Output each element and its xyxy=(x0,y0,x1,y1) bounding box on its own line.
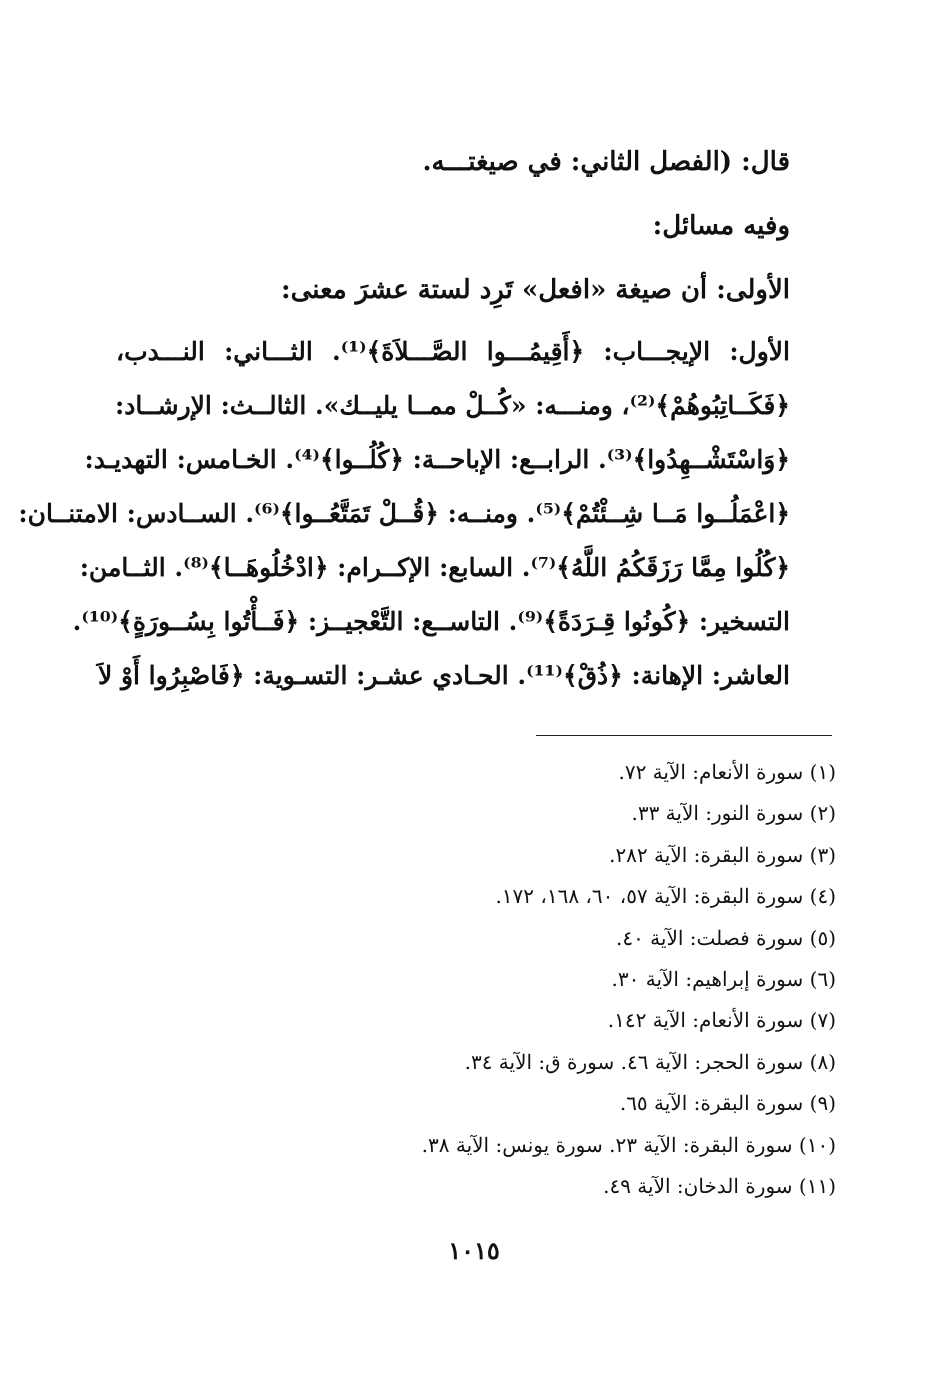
subsection-heading: وفيه مسائل: xyxy=(652,211,790,241)
body-line: التسخير: ﴿كُونُوا قِـرَدَةً﴾⁽⁹⁾. التاســع: التَّعْجيــز: ﴿فَــأْتُوا بِسُــورَةٍ﴾⁽¹⁰⁾. xyxy=(72,607,790,636)
footnote-item: (٣) سورة البقرة: الآية ٢٨٢. xyxy=(609,842,836,867)
footnote-item: (٢) سورة النور: الآية ٣٣. xyxy=(631,801,836,826)
footnote-item: (٤) سورة البقرة: الآية ٥٧، ٦٠، ١٦٨، ١٧٢. xyxy=(495,884,836,909)
first-issue-heading: الأولى: أن صيغة «افعل» تَرِد لستة عشرَ معنى: xyxy=(281,275,790,305)
body-line: ﴿كُلُوا مِمَّا رَزَقَكُمُ اللَّهُ﴾⁽⁷⁾. السابع: الإكــرام: ﴿ادْخُلُوهَــا﴾⁽⁸⁾. الثــامن: xyxy=(79,553,790,582)
section-heading: قال: (الفصل الثاني: في صيغتـــه. xyxy=(422,147,790,177)
footnote-item: (٦) سورة إبراهيم: الآية ٣٠. xyxy=(611,966,836,991)
footnote-item: (٧) سورة الأنعام: الآية ١٤٢. xyxy=(607,1008,836,1033)
body-line: العاشر: الإهانة: ﴿ذُقْ﴾⁽¹¹⁾. الحـادي عشـر: التسـوية: ﴿فَاصْبِرُوا أَوْ لاَ xyxy=(97,661,790,690)
footnotes-list xyxy=(376,752,836,1207)
body-line: الأول: الإيجـــاب: ﴿أَقِيمُـــوا الصَّـــلاَةَ﴾⁽¹⁾. الثـــاني: النـــدب، xyxy=(116,337,790,366)
footnote-item: (١٠) سورة البقرة: الآية ٢٣. سورة يونس: الآية ٣٨. xyxy=(421,1132,836,1157)
body-line: ﴿وَاسْتَشْــهِدُوا﴾⁽³⁾. الرابــع: الإباحــة: ﴿كُلُــوا﴾⁽⁴⁾. الخـامس: التهديـد: xyxy=(84,445,790,474)
footnote-item: (٩) سورة البقرة: الآية ٦٥. xyxy=(619,1091,836,1116)
body-line: ﴿اعْمَلُــوا مَــا شِــئْتُمْ﴾⁽⁵⁾. ومنــه: ﴿قُــلْ تَمَتَّعُــوا﴾⁽⁶⁾. الســادس: الامتنــان: xyxy=(18,499,790,528)
page-number: ١٠١٥ xyxy=(448,1236,500,1265)
footnote-item: (١١) سورة الدخان: الآية ٤٩. xyxy=(603,1173,836,1198)
footnote-item: (٥) سورة فصلت: الآية ٤٠. xyxy=(615,925,836,950)
footnote-divider xyxy=(536,735,832,736)
footnote-item: (١) سورة الأنعام: الآية ٧٢. xyxy=(618,760,836,784)
body-line: ﴿فَكَــاتِبُوهُمْ﴾⁽²⁾، ومنـــه: «كُــلْ ممــا يليــك». الثالــث: الإرشــاد: xyxy=(115,391,790,420)
footnote-item: (٨) سورة الحجر: الآية ٤٦. سورة ق: الآية ٣٤. xyxy=(464,1049,836,1074)
